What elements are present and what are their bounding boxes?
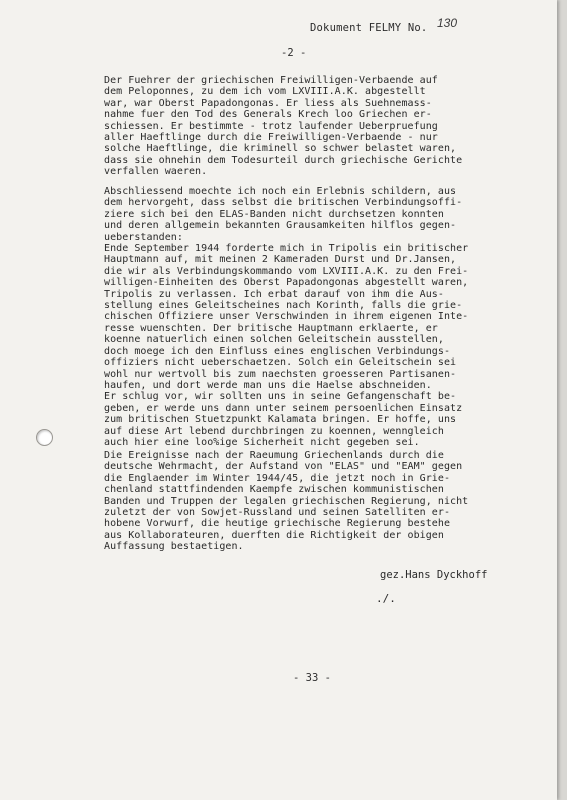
paragraph-3 — [104, 450, 549, 553]
text-line: Abschliessend moechte ich noch ein Erlebnis schildern, aus — [104, 186, 457, 197]
text-line: zum britischen Stuetzpunkt Kalamata bringen. Er hoffe, uns — [104, 414, 457, 426]
text-line: auf diese Art lebend durchbringen zu koennen, wenngleich — [104, 425, 444, 437]
end-mark: ./. — [376, 592, 396, 605]
text-line: Tripolis zu verlassen. Ich erbat darauf von ihm die Aus- — [104, 288, 444, 300]
text-line: ziere sich bei den ELAS-Banden nicht durchsetzen konnten — [104, 208, 444, 220]
text-line: chischen Offiziere unser Verschwinden in ihrem eigenen Inte- — [104, 311, 469, 323]
text-line: wohl nur wertvoll bis zum naechsten groesseren Partisanen- — [104, 368, 457, 380]
text-line: stellung eines Geleitscheines nach Korinth, falls die grie- — [104, 300, 463, 312]
footer-page-number: - 33 - — [293, 672, 331, 684]
page-label: -2 - — [281, 47, 307, 59]
text-line: aller Haeftlinge durch die Freiwilligen-Verbaende - nur — [104, 132, 438, 144]
text-line: Auffassung bestaetigen. — [104, 541, 244, 553]
text-line: die wir als Verbindungskommando vom LXVIII.A.K. zu den Frei- — [104, 265, 469, 277]
text-line: schiessen. Er bestimmte - trotz laufender Ueberpruefung — [104, 120, 438, 132]
text-line: resse wuenschten. Der britische Hauptmann erklaerte, er — [104, 322, 438, 334]
text-line: dem Peloponnes, zu dem ich vom LXVIII.A.K. abgestellt — [104, 86, 426, 98]
text-line: verfallen waeren. — [104, 166, 208, 178]
text-line: Banden und Truppen der legalen griechischen Regierung, nicht — [104, 495, 469, 507]
text-line: nahme fuer den Tod des Generals Krech loo Griechen er- — [104, 109, 432, 121]
text-line: ueberstanden: — [104, 231, 183, 243]
text-line: solche Haeftlinge, die kriminell so schwer belastet waren, — [104, 143, 457, 155]
text-line: hobene Vorwurf, die heutige griechische Regierung bestehe — [104, 518, 451, 530]
paragraph-1 — [104, 75, 549, 178]
text-line: aus Kollaborateuren, duerften die Richtigkeit der obigen — [104, 529, 444, 541]
text-line: auch hier eine loo%ige Sicherheit nicht gegeben sei. — [104, 436, 420, 448]
document-reference: Dokument FELMY No. — [310, 22, 428, 34]
text-line: willigen-Einheiten des Oberst Papadongonas abgestellt waren, — [104, 277, 469, 289]
text-line: doch moege ich den Einfluss eines englischen Verbindungs- — [104, 345, 451, 357]
text-line: zuletzt der von Sowjet-Russland und seinen Satelliten er- — [104, 507, 451, 519]
text-line: Ende September 1944 forderte mich in Tripolis ein britischer — [104, 243, 469, 255]
text-line: haufen, und dort werde man uns die Haelse abschneiden. — [104, 379, 432, 391]
text-line: die Englaender im Winter 1944/45, die jetzt noch in Grie- — [104, 472, 451, 484]
text-line: und deren allgemein bekannten Grausamkeiten hilflos gegen- — [104, 220, 457, 232]
punch-hole — [36, 429, 53, 446]
text-line: koenne natuerlich einen solchen Geleitschein ausstellen, — [104, 334, 444, 346]
document-number: 130 — [437, 16, 458, 30]
text-line: Die Ereignisse nach der Raeumung Griechenlands durch die — [104, 450, 444, 461]
paragraph-2 — [104, 186, 549, 448]
text-line: dass sie ohnehin dem Todesurteil durch griechische Gerichte — [104, 154, 463, 166]
text-line: Der Fuehrer der griechischen Freiwilligen-Verbaende auf — [104, 75, 438, 86]
text-line: Er schlug vor, wir sollten uns in seine Gefangenschaft be- — [104, 391, 457, 403]
text-line: dem hervorgeht, dass selbst die britischen Verbindungsoffi- — [104, 197, 463, 209]
text-line: offiziers nicht ueberschaetzen. Solch ein Geleitschein sei — [104, 357, 457, 369]
signature: gez.Hans Dyckhoff — [380, 569, 488, 581]
text-line: geben, er werde uns dann unter seinem persoenlichen Einsatz — [104, 402, 463, 414]
text-line: war, war Oberst Papadongonas. Er liess als Suehnemass- — [104, 97, 432, 109]
text-line: Hauptmann auf, mit meinen 2 Kameraden Durst und Dr.Jansen, — [104, 254, 457, 266]
text-line: deutsche Wehrmacht, der Aufstand von "ELAS" und "EAM" gegen — [104, 461, 463, 473]
text-line: chenland stattfindenden Kaempfe zwischen kommunistischen — [104, 484, 444, 496]
